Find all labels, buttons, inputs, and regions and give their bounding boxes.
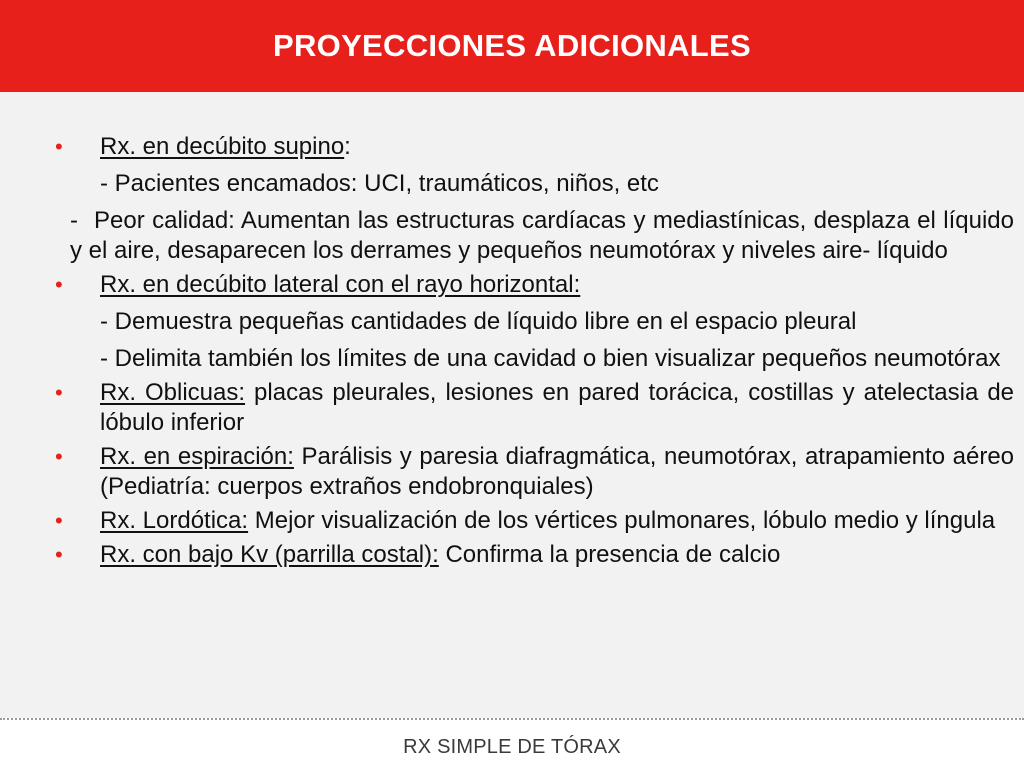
bullet-list <box>55 132 1015 570</box>
list-item-espiracion <box>55 442 1015 502</box>
title-bar <box>0 0 1024 92</box>
list-item-decubito-lateral <box>55 270 1014 374</box>
item-text: Parálisis y paresia diafragmática, neumotórax, atrapamiento aéreo (Pediatría: cuerpos extraños endobronquiales) <box>100 443 1015 500</box>
slide-title: PROYECCIONES ADICIONALES <box>273 28 751 63</box>
item-heading: Rx. en decúbito supino <box>100 133 345 160</box>
sub-item: - Delimita también los límites de una cavidad o bien visualizar pequeños neumotórax <box>100 345 1001 372</box>
bullet-icon: • <box>55 272 63 297</box>
footer-divider <box>0 718 1024 720</box>
slide-content <box>0 92 1024 718</box>
bullet-icon: • <box>55 542 63 567</box>
item-text: Mejor visualización de los vértices pulmonares, lóbulo medio y língula <box>254 507 996 534</box>
bullet-icon: • <box>55 380 63 405</box>
item-text: placas pleurales, lesiones en pared torácica, costillas y atelectasia de lóbulo inferior <box>100 379 1015 436</box>
item-heading: Rx. en decúbito lateral con el rayo horizontal: <box>100 271 581 298</box>
sub-item-dash: - <box>70 207 78 234</box>
item-heading: Rx. Lordótica: <box>100 507 249 534</box>
list-item-decubito-supino <box>55 132 1014 266</box>
sub-item <box>70 206 1014 266</box>
item-heading: Rx. en espiración: <box>100 443 294 470</box>
item-heading-suffix: : <box>344 133 351 160</box>
sub-item-text: Peor calidad: Aumentan las estructuras cardíacas y mediastínicas, desplaza el líquido y el aire, desaparecen los derrames y pequeños neumotórax y niveles aire- líquido <box>70 207 1014 264</box>
item-heading: Rx. con bajo Kv (parrilla costal): <box>100 541 439 568</box>
list-item-lordotica <box>55 506 1014 536</box>
sub-item: - Demuestra pequeñas cantidades de líquido libre en el espacio pleural <box>100 308 857 335</box>
list-item-oblicuas <box>55 378 1015 438</box>
list-item-bajo-kv <box>55 540 1014 570</box>
footer-title: RX SIMPLE DE TÓRAX <box>403 736 621 758</box>
sub-item: - Pacientes encamados: UCI, traumáticos, niños, etc <box>100 170 659 197</box>
item-heading: Rx. Oblicuas: <box>100 379 246 406</box>
bullet-icon: • <box>55 508 63 533</box>
bullet-icon: • <box>55 444 63 469</box>
bullet-icon: • <box>55 134 63 159</box>
item-text: Confirma la presencia de calcio <box>445 541 781 568</box>
